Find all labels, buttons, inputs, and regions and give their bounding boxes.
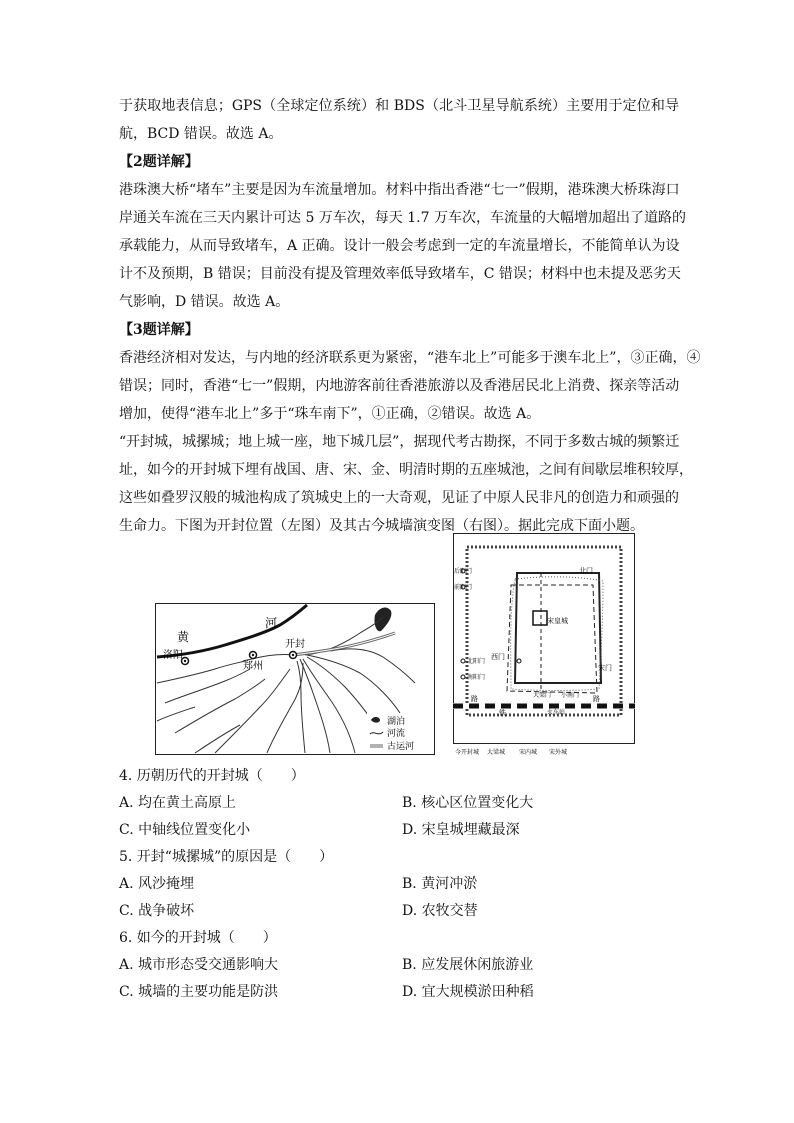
legend-song-outer: 宋外城 (549, 749, 568, 756)
question-5-stem: 5. 开封“城摞城”的原因是（ ） (119, 849, 334, 865)
question-4-stem: 4. 历朝历代的开封城（ ） (119, 768, 305, 784)
kaifeng-city-wall-map (453, 533, 635, 757)
label-lu-right: 路 (593, 695, 600, 703)
question-4-option-c[interactable]: C. 中轴线位置变化小 (119, 822, 251, 838)
text-line: 计不及预期，B 错误；目前没有提及管理效率低导致堵车，C 错误；材料中也未提及恶劣天 (119, 266, 681, 282)
map-legend (367, 713, 433, 753)
text-line: 香港经济相对发达，与内地的经济联系更为紧密，“港车北上”可能多于澳车北上”，③正确，④ (119, 350, 701, 366)
legend-daliang-city: 大梁城 (487, 749, 506, 756)
legend-canal: 古运河 (387, 742, 415, 752)
legend-song-inner: 宋内城 (519, 749, 538, 756)
legend-lake: 湖泊 (387, 717, 406, 727)
label-beimen: 北门 (579, 567, 593, 575)
question-5-option-b[interactable]: B. 黄河冲淤 (402, 876, 478, 892)
label-daliangmen: 大梁门 (533, 692, 552, 699)
kaifeng-location-map (155, 603, 435, 755)
answer-paragraph-1 (119, 92, 701, 540)
text-line: 址，如今的开封城下埋有战国、唐、宋、金、明清时期的五座城池，之间有间歇层堆积较厚， (119, 462, 693, 478)
label-zhengzhou: 郑州 (243, 661, 263, 672)
label-ximen: 西门 (491, 653, 505, 661)
text-line: 错误；同时，香港“七一”假期，内地游客前往香港旅游以及香港居民北上消费、探亲等活动 (119, 378, 680, 394)
text-line: 承载能力，从而导致堵车，A 正确。设计一般会考虑到一定的车流量增长，不能简单认为设 (119, 238, 680, 254)
question-6-option-b[interactable]: B. 应发展休闲旅游业 (402, 957, 534, 973)
label-he: 河 (265, 616, 278, 630)
label-lu-left: 路 (471, 695, 478, 703)
label-houyangmen: 后阳门 (454, 568, 473, 575)
question-4-option-a[interactable]: A. 均在黄土高原上 (119, 795, 237, 811)
label-beiyangmen: 北阳门 (467, 658, 486, 665)
label-nanyangmen: 南阳门 (467, 674, 486, 681)
label-kaifeng: 开封 (285, 639, 305, 650)
section-heading-2: 【2题详解】 (119, 154, 199, 170)
question-6-stem: 6. 如今的开封城（ ） (119, 930, 277, 946)
label-qianyangmen: 前阳门 (454, 584, 473, 591)
question-5-option-a[interactable]: A. 风沙掩埋 (119, 876, 195, 892)
label-songmen: 宋门 (598, 664, 612, 672)
question-6-option-c[interactable]: C. 城墙的主要功能是防洪 (119, 984, 279, 1000)
label-xiaonanmen: 小南门 (561, 692, 580, 699)
text-line: 这些如叠罗汉般的城池构成了筑城史上的一大奇观，见证了中原人民非凡的创造力和顽强的 (119, 490, 679, 506)
text-line: 港珠澳大桥“堵车”主要是因为车流量增加。材料中指出香港“七一”假期，港珠澳大桥珠海口 (119, 182, 680, 198)
text-line: 岸通关车流在三天内累计可达 5 万车次，每天 1.7 万车次，车流量的大幅增加超出了道路的 (119, 210, 686, 226)
section-heading-3: 【3题详解】 (119, 322, 199, 338)
label-tie: 铁 (499, 709, 506, 717)
question-4-option-b[interactable]: B. 核心区位置变化大 (402, 795, 534, 811)
question-5-option-c[interactable]: C. 战争破坏 (119, 903, 195, 919)
label-huochezhan: 火车站 (547, 709, 566, 716)
text-line: 生命力。下图为开封位置（左图）及其古今城墙演变图（右图）。据此完成下面小题。 (119, 518, 644, 534)
text-line: 于获取地表信息；GPS（全球定位系统）和 BDS（北斗卫星导航系统）主要用于定位和导 (119, 98, 679, 114)
question-5-option-d[interactable]: D. 农牧交替 (402, 903, 478, 919)
question-6-option-a[interactable]: A. 城市形态受交通影响大 (119, 957, 279, 973)
question-4-option-d[interactable]: D. 宋皇城埋藏最深 (402, 822, 520, 838)
wall-legend (453, 745, 591, 757)
text-line: 航，BCD 错误。故选 A。 (119, 126, 283, 142)
legend-river: 河流 (387, 729, 406, 739)
text-line: 增加，使得“港车北上”多于“珠车南下”，①正确，②错误。故选 A。 (119, 406, 541, 422)
legend-modern-city: 今开封城 (455, 749, 480, 756)
label-song-huangcheng: 宋皇城 (547, 617, 568, 625)
label-huang: 黄 (177, 630, 190, 644)
text-line: 气影响，D 错误。故选 A。 (119, 294, 290, 310)
label-luoyang: 洛阳 (163, 650, 183, 661)
question-6-option-d[interactable]: D. 宜大规模淤田种稻 (402, 984, 534, 1000)
text-line: “开封城，城摞城；地上城一座，地下城几层”，据现代考古勘探，不同于多数古城的频繁迁 (119, 434, 680, 450)
